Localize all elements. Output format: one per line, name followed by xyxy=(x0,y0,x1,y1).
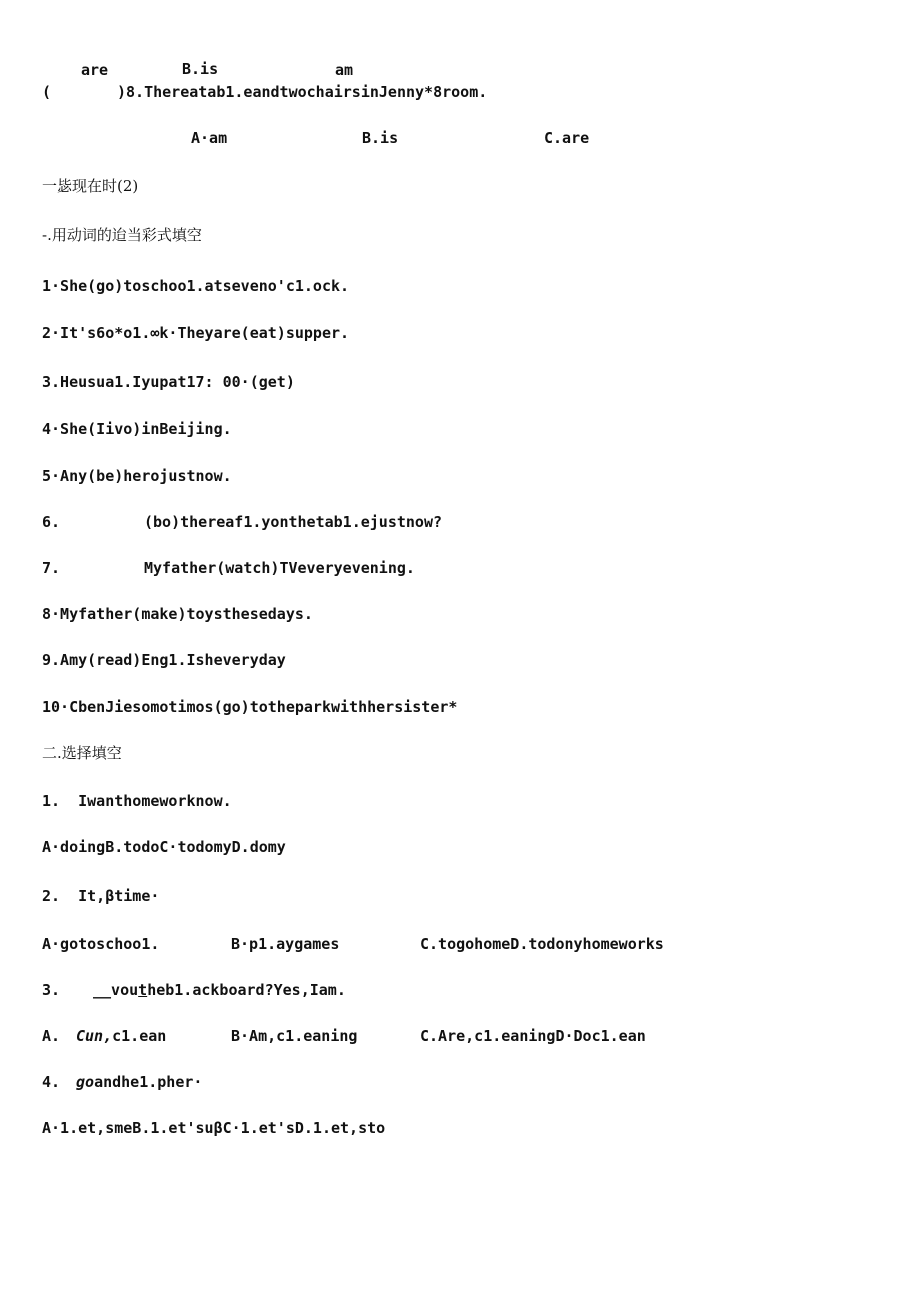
choice-question-3-pre: __vou xyxy=(93,981,139,999)
answer-paren: ( xyxy=(42,83,52,101)
fill-item-8: 8·Myfather(make)toysthesedays. xyxy=(42,605,313,623)
choice-question-3-post: heb1.ackboard?Yes,Iam. xyxy=(147,981,346,999)
choice-question-2-option-c: C.togohomeD.todonyhomeworks xyxy=(420,935,664,953)
choice-question-1-options: A·doingB.todoC·todomyD.domy xyxy=(42,838,286,856)
choice-question-1: 1. Iwanthomeworknow. xyxy=(42,792,232,810)
choice-question-3-option-a-italic: Cun, xyxy=(76,1027,113,1045)
option-are: are xyxy=(81,61,109,79)
fill-item-9: 9.Amy(read)Eng1.Isheveryday xyxy=(42,651,286,669)
choice-question-3-option-a-label: A. xyxy=(42,1027,61,1045)
fill-item-6: (bo)thereaf1.yonthetab1.ejustnow? xyxy=(144,513,443,531)
choice-question-3 xyxy=(93,981,346,999)
question-8-text: )8.Thereatab1.eandtwochairsinJenny*8room. xyxy=(117,83,488,101)
fill-item-4: 4·She(Iivo)inBeijing. xyxy=(42,420,232,438)
fill-item-5: 5·Any(be)herojustnow. xyxy=(42,467,232,485)
choice-question-3-underlined: t xyxy=(138,981,148,999)
fill-item-2: 2·It's6o*o1.∞k·Theyare(eat)supper. xyxy=(42,324,350,342)
choice-question-4-italic: go xyxy=(76,1073,95,1091)
choice-question-2: 2. It,βtime· xyxy=(42,887,160,905)
choice-question-3-number: 3. xyxy=(42,981,61,999)
fill-item-1: 1·She(go)toschoo1.atseveno'c1.ock. xyxy=(42,277,350,295)
fill-item-6-number: 6. xyxy=(42,513,61,531)
choice-question-4-number: 4. xyxy=(42,1073,61,1091)
question-8-option-a: A·am xyxy=(191,129,228,147)
question-8-option-b: B.is xyxy=(362,129,399,147)
section-2-heading: 二.选择填空 xyxy=(42,744,122,762)
choice-question-2-option-a: A·gotoschoo1. xyxy=(42,935,160,953)
choice-question-2-option-b: B·p1.aygames xyxy=(231,935,340,953)
choice-question-3-option-a-rest: c1.ean xyxy=(112,1027,167,1045)
choice-question-4-options: A·1.et,smeB.1.et'suβC·1.et'sD.1.et,sto xyxy=(42,1119,386,1137)
question-8-option-c: C.are xyxy=(544,129,590,147)
option-am: am xyxy=(335,61,354,79)
choice-question-3-option-a xyxy=(76,1027,166,1045)
option-b-is: B.is xyxy=(182,60,219,78)
choice-question-4-rest: andhe1.pher· xyxy=(94,1073,203,1091)
fill-item-10: 10·CbenJiesomotimos(go)totheparkwithhersister* xyxy=(42,698,458,716)
fill-item-3: 3.Heusua1.Iyupat17: 00·(get) xyxy=(42,373,295,391)
choice-question-4 xyxy=(76,1073,202,1091)
worksheet-title: 一毖现在时(2) xyxy=(42,177,139,195)
fill-item-7-number: 7. xyxy=(42,559,61,577)
fill-item-7: Myfather(watch)TVeveryevening. xyxy=(144,559,415,577)
choice-question-3-option-c: C.Are,c1.eaningD·Doc1.ean xyxy=(420,1027,646,1045)
section-1-heading: -.用动词的迨当彩式填空 xyxy=(42,226,202,244)
choice-question-3-option-b: B·Am,c1.eaning xyxy=(231,1027,358,1045)
